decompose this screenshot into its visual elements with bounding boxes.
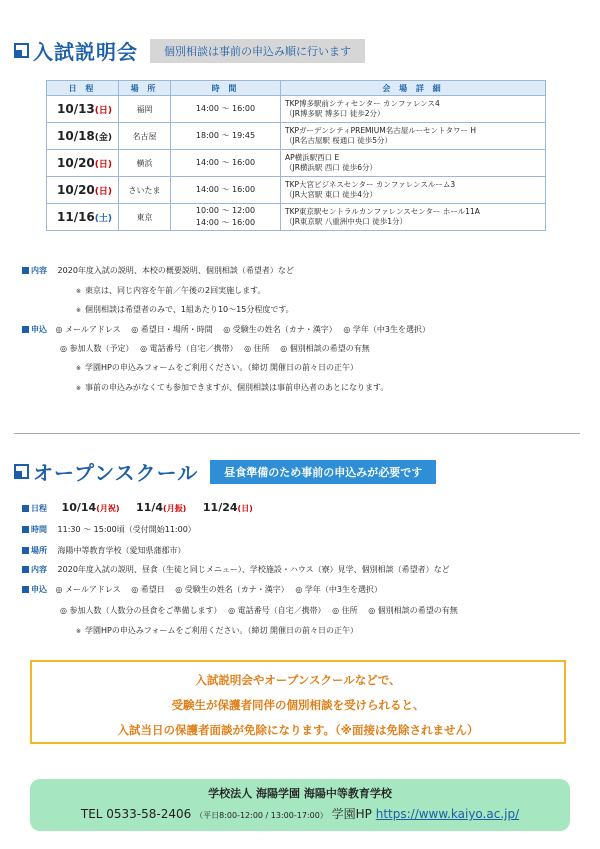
contact-line [30,805,570,822]
openschool-apply-note: ※ 学園HPの申込みフォームをご利用ください。（締切 開催日の前々日の正午） [76,626,359,635]
row-time: 14:00 ～ 16:00 [171,150,281,177]
briefing-note-consult: ※ 個別相談は希望者のみで、1組あたり10～15分程度です。 [76,305,294,314]
row-venue: TKP東京駅セントラルカンファレンスセンター ホール11A （JR東京駅 八重洲中央口 徒歩1分） [281,204,546,231]
openschool-subtitle: 昼食準備のため事前の申込みが必要です [210,460,436,484]
row-date: 10/20(日) [47,177,119,204]
openschool-heading [14,457,436,486]
row-place: 名古屋 [119,123,171,150]
row-venue: AP横浜駅西口 E （JR横浜駅 西口 徒歩6分） [281,150,546,177]
row-date: 10/13(日) [47,96,119,123]
openschool-apply-row: 申込 ◎ メールアドレス ◎ 希望日 ◎ 受験生の姓名（カナ・漢字） ◎ 学年（中3生を選択） [22,584,382,595]
row-place: さいたま [119,177,171,204]
row-place: 福岡 [119,96,171,123]
phone-number: TEL 0533-58-2406 [80,807,192,821]
briefing-content-row: 内容 2020年度入試の説明、本校の概要説明、個別相談（希望者）など [22,265,294,276]
notice-line: 入試当日の保護者面談が免除になります。（※面接は免除されません） [117,723,479,737]
square-bullet-icon [14,43,29,58]
content-label: 内容 [22,266,47,275]
row-place: 東京 [119,204,171,231]
table-row [47,204,546,231]
date-item: 11/24(日) [202,501,253,514]
contact-footer [30,779,570,831]
header-venue: 会 場 詳 細 [281,81,546,96]
openschool-time-row: 時間 11:30 ～ 15:00頃（受付開始11:00） [22,524,196,535]
square-bullet-icon [14,464,29,479]
row-time: 10:00 ～ 12:00 14:00 ～ 16:00 [171,204,281,231]
row-date: 10/20(日) [47,150,119,177]
hp-label: 学園HP [331,807,372,821]
table-row [47,96,546,123]
school-website-link[interactable]: https://www.kaiyo.ac.jp/ [375,807,520,821]
time-label: 時間 [22,525,47,534]
briefing-title: 入試説明会 [33,40,138,64]
place-label: 場所 [22,546,47,555]
content-label: 内容 [22,565,47,574]
row-time: 14:00 ～ 16:00 [171,96,281,123]
briefing-heading [14,36,365,65]
notice-line: 受験生が保護者同伴の個別相談を受けられると、 [171,698,425,712]
briefing-subtitle: 個別相談は事前の申込み順に行います [150,39,365,63]
table-row [47,177,546,204]
row-date: 10/18(金) [47,123,119,150]
school-name: 学校法人 海陽学園 海陽中等教育学校 [208,787,392,800]
apply-label: 申込 [22,325,47,334]
openschool-title: オープンスクール [33,461,199,485]
interview-exemption-notice [30,660,566,744]
header-place: 場 所 [119,81,171,96]
table-row [47,150,546,177]
row-time: 14:00 ～ 16:00 [171,177,281,204]
openschool-apply-row2: ◎ 参加人数（人数分の昼食をご準備します） ◎ 電話番号（自宅／携帯） ◎ 住所 ◎ 個別相談の希望の有無 [60,606,458,615]
row-venue: TKPガーデンシティPREMIUM名古屋ルーセントタワー H （JR名古屋駅 桜通口 徒歩5分） [281,123,546,150]
briefing-apply-note2: ※ 事前の申込みがなくても参加できますが、個別相談は事前申込者のあとになります。 [76,383,389,392]
briefing-apply-row2: ◎ 参加人数（予定） ◎ 電話番号（自宅／携帯） ◎ 住所 ◎ 個別相談の希望の有無 [60,344,370,353]
openschool-place-row: 場所 海陽中等教育学校（愛知県蒲郡市） [22,545,186,556]
section-divider [14,433,580,434]
row-place: 横浜 [119,150,171,177]
table-row [47,123,546,150]
openschool-content-row: 内容 2020年度入試の説明、昼食（生徒と同じメニュー）、学校施設・ハウス（寮）見学、個別相談（希望者）など [22,564,450,575]
briefing-apply-row: 申込 ◎ メールアドレス ◎ 希望日・場所・時間 ◎ 受験生の姓名（カナ・漢字） ◎ 学年（中3生を選択） [22,324,430,335]
date-item: 10/14(月祝) [61,501,120,514]
row-date: 11/16(土) [47,204,119,231]
office-hours: （平日8:00-12:00 / 13:00-17:00） [195,811,328,820]
apply-label: 申込 [22,585,47,594]
notice-line: 入試説明会やオープンスクールなどで、 [195,673,401,687]
date-label: 日程 [22,504,47,513]
table-header-row [47,81,546,96]
briefing-schedule-table [46,80,546,231]
briefing-note-tokyo: ※ 東京は、同じ内容を午前／午後の2回実施します。 [76,286,266,295]
header-time: 時 間 [171,81,281,96]
briefing-apply-note1: ※ 学園HPの申込みフォームをご利用ください。（締切 開催日の前々日の正午） [76,363,359,372]
row-venue: TKP大宮ビジネスセンター カンファレンスルーム3 （JR大宮駅 東口 徒歩4分） [281,177,546,204]
row-venue: TKP博多駅前シティセンター カンファレンス4 （JR博多駅 博多口 徒歩2分） [281,96,546,123]
openschool-date-row [22,501,253,514]
date-item: 11/4(月振) [136,501,187,514]
row-time: 18:00 ～ 19:45 [171,123,281,150]
header-date: 日 程 [47,81,119,96]
